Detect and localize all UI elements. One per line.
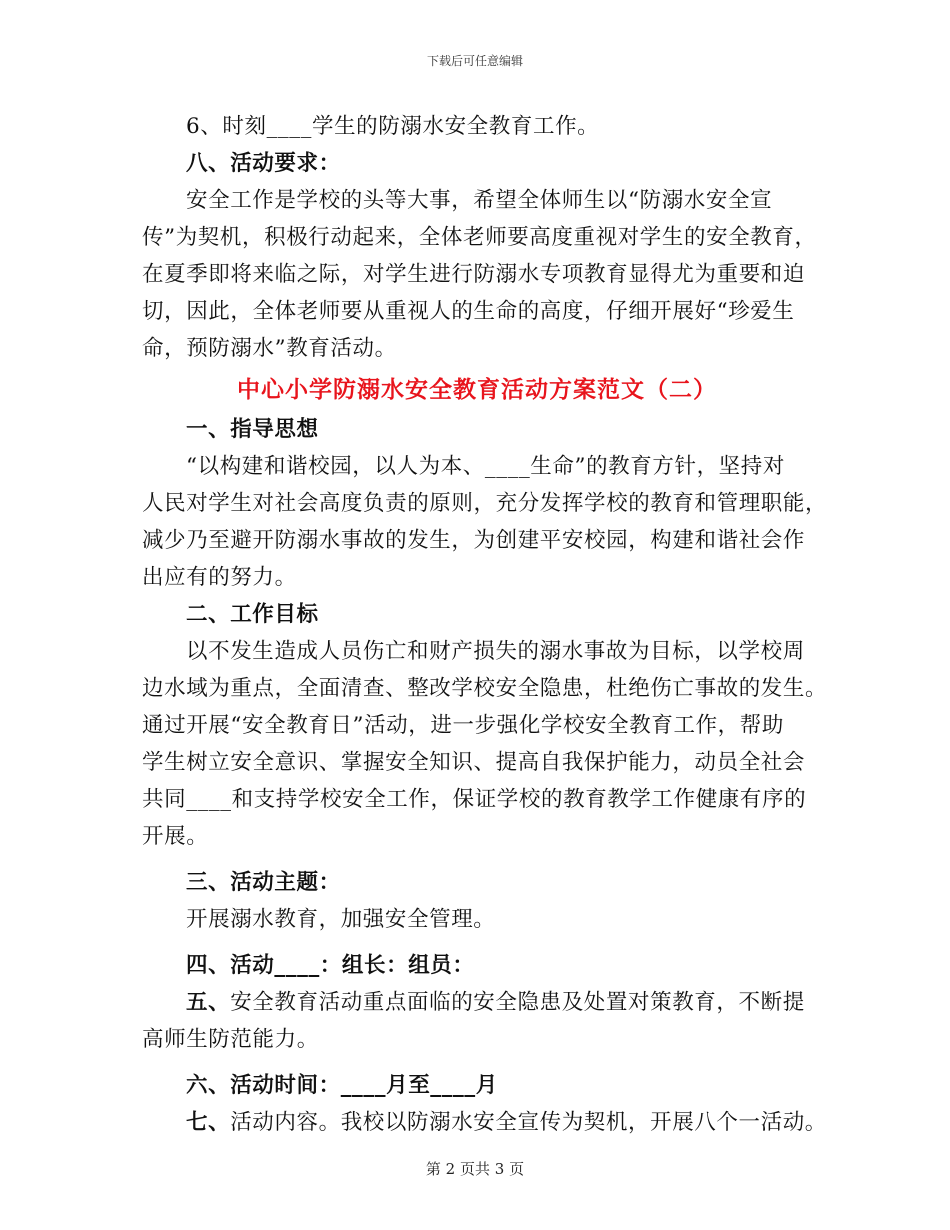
paragraph-line: 学生树立安全意识、掌握安全知识、提高自我保护能力，动员全社会 [142,750,806,775]
paragraph-line: 出应有的努力。 [142,565,297,590]
paragraph-line: 切，因此，全体老师要从重视人的生命的高度，仔细开展好“珍爱生 [142,299,795,324]
item-6: 6、时刻____学生的防溺水安全教育工作。 [186,114,600,139]
document-title: 中心小学防溺水安全教育活动方案范文（二） [237,376,717,403]
item-5 [142,984,812,1021]
paragraph-line: 命，预防溺水”教育活动。 [142,336,397,361]
page-number: 第 2 页共 3 页 [425,1160,525,1178]
item-7-number: 七、 [186,1110,231,1135]
page-header: 下载后可任意编辑 [426,54,523,68]
heading-activity-requirements: 八、活动要求： [186,151,341,176]
heading-activity-time: 六、活动时间：____月至____月 [186,1073,498,1098]
paragraph-line: 开展溺水教育，加强安全管理。 [186,907,496,932]
document-body [142,108,828,1141]
item-7 [142,1104,827,1141]
paragraph-line: 减少乃至避开防溺水事故的发生，为创建平安校园，构建和谐社会作 [142,528,806,553]
paragraph-line: 开展。 [142,824,209,849]
paragraph-line: “以构建和谐校园，以人为本、____生命”的教育方针，坚持对 [186,454,785,479]
item-5-number: 五、 [186,990,231,1015]
heading-guiding-ideology: 一、指导思想 [186,417,319,442]
paragraph-line: 以不发生造成人员伤亡和财产损失的溺水事故为目标，以学校周 [186,639,805,664]
heading-work-goals: 二、工作目标 [186,602,319,627]
paragraph-line: 人民对学生对社会高度负责的原则，充分发挥学校的教育和管理职能， [142,491,828,516]
paragraph-line: 高师生防范能力。 [142,1027,319,1052]
paragraph-line: 边水域为重点，全面清查、整改学校安全隐患，杜绝伤亡事故的发生。 [142,676,828,701]
paragraph-line: 安全工作是学校的头等大事，希望全体师生以“防溺水安全宣 [186,188,773,213]
heading-activity-organization: 四、活动____：组长：组员： [186,953,475,978]
heading-activity-theme: 三、活动主题： [186,870,341,895]
item-5-text: 安全教育活动重点面临的安全隐患及处置对策教育，不断提 [230,990,805,1015]
paragraph-line: 共同____和支持学校安全工作，保证学校的教育教学工作健康有序的 [142,787,807,812]
paragraph-line: 在夏季即将来临之际，对学生进行防溺水专项教育显得尤为重要和迫 [142,262,806,287]
paragraph-line: 通过开展“安全教育日”活动，进一步强化学校安全教育工作，帮助 [142,713,784,738]
paragraph-line: 传”为契机，积极行动起来，全体老师要高度重视对学生的安全教育， [142,225,817,250]
item-7-text: 活动内容。我校以防溺水安全宣传为契机，开展八个一活动。 [230,1110,827,1135]
